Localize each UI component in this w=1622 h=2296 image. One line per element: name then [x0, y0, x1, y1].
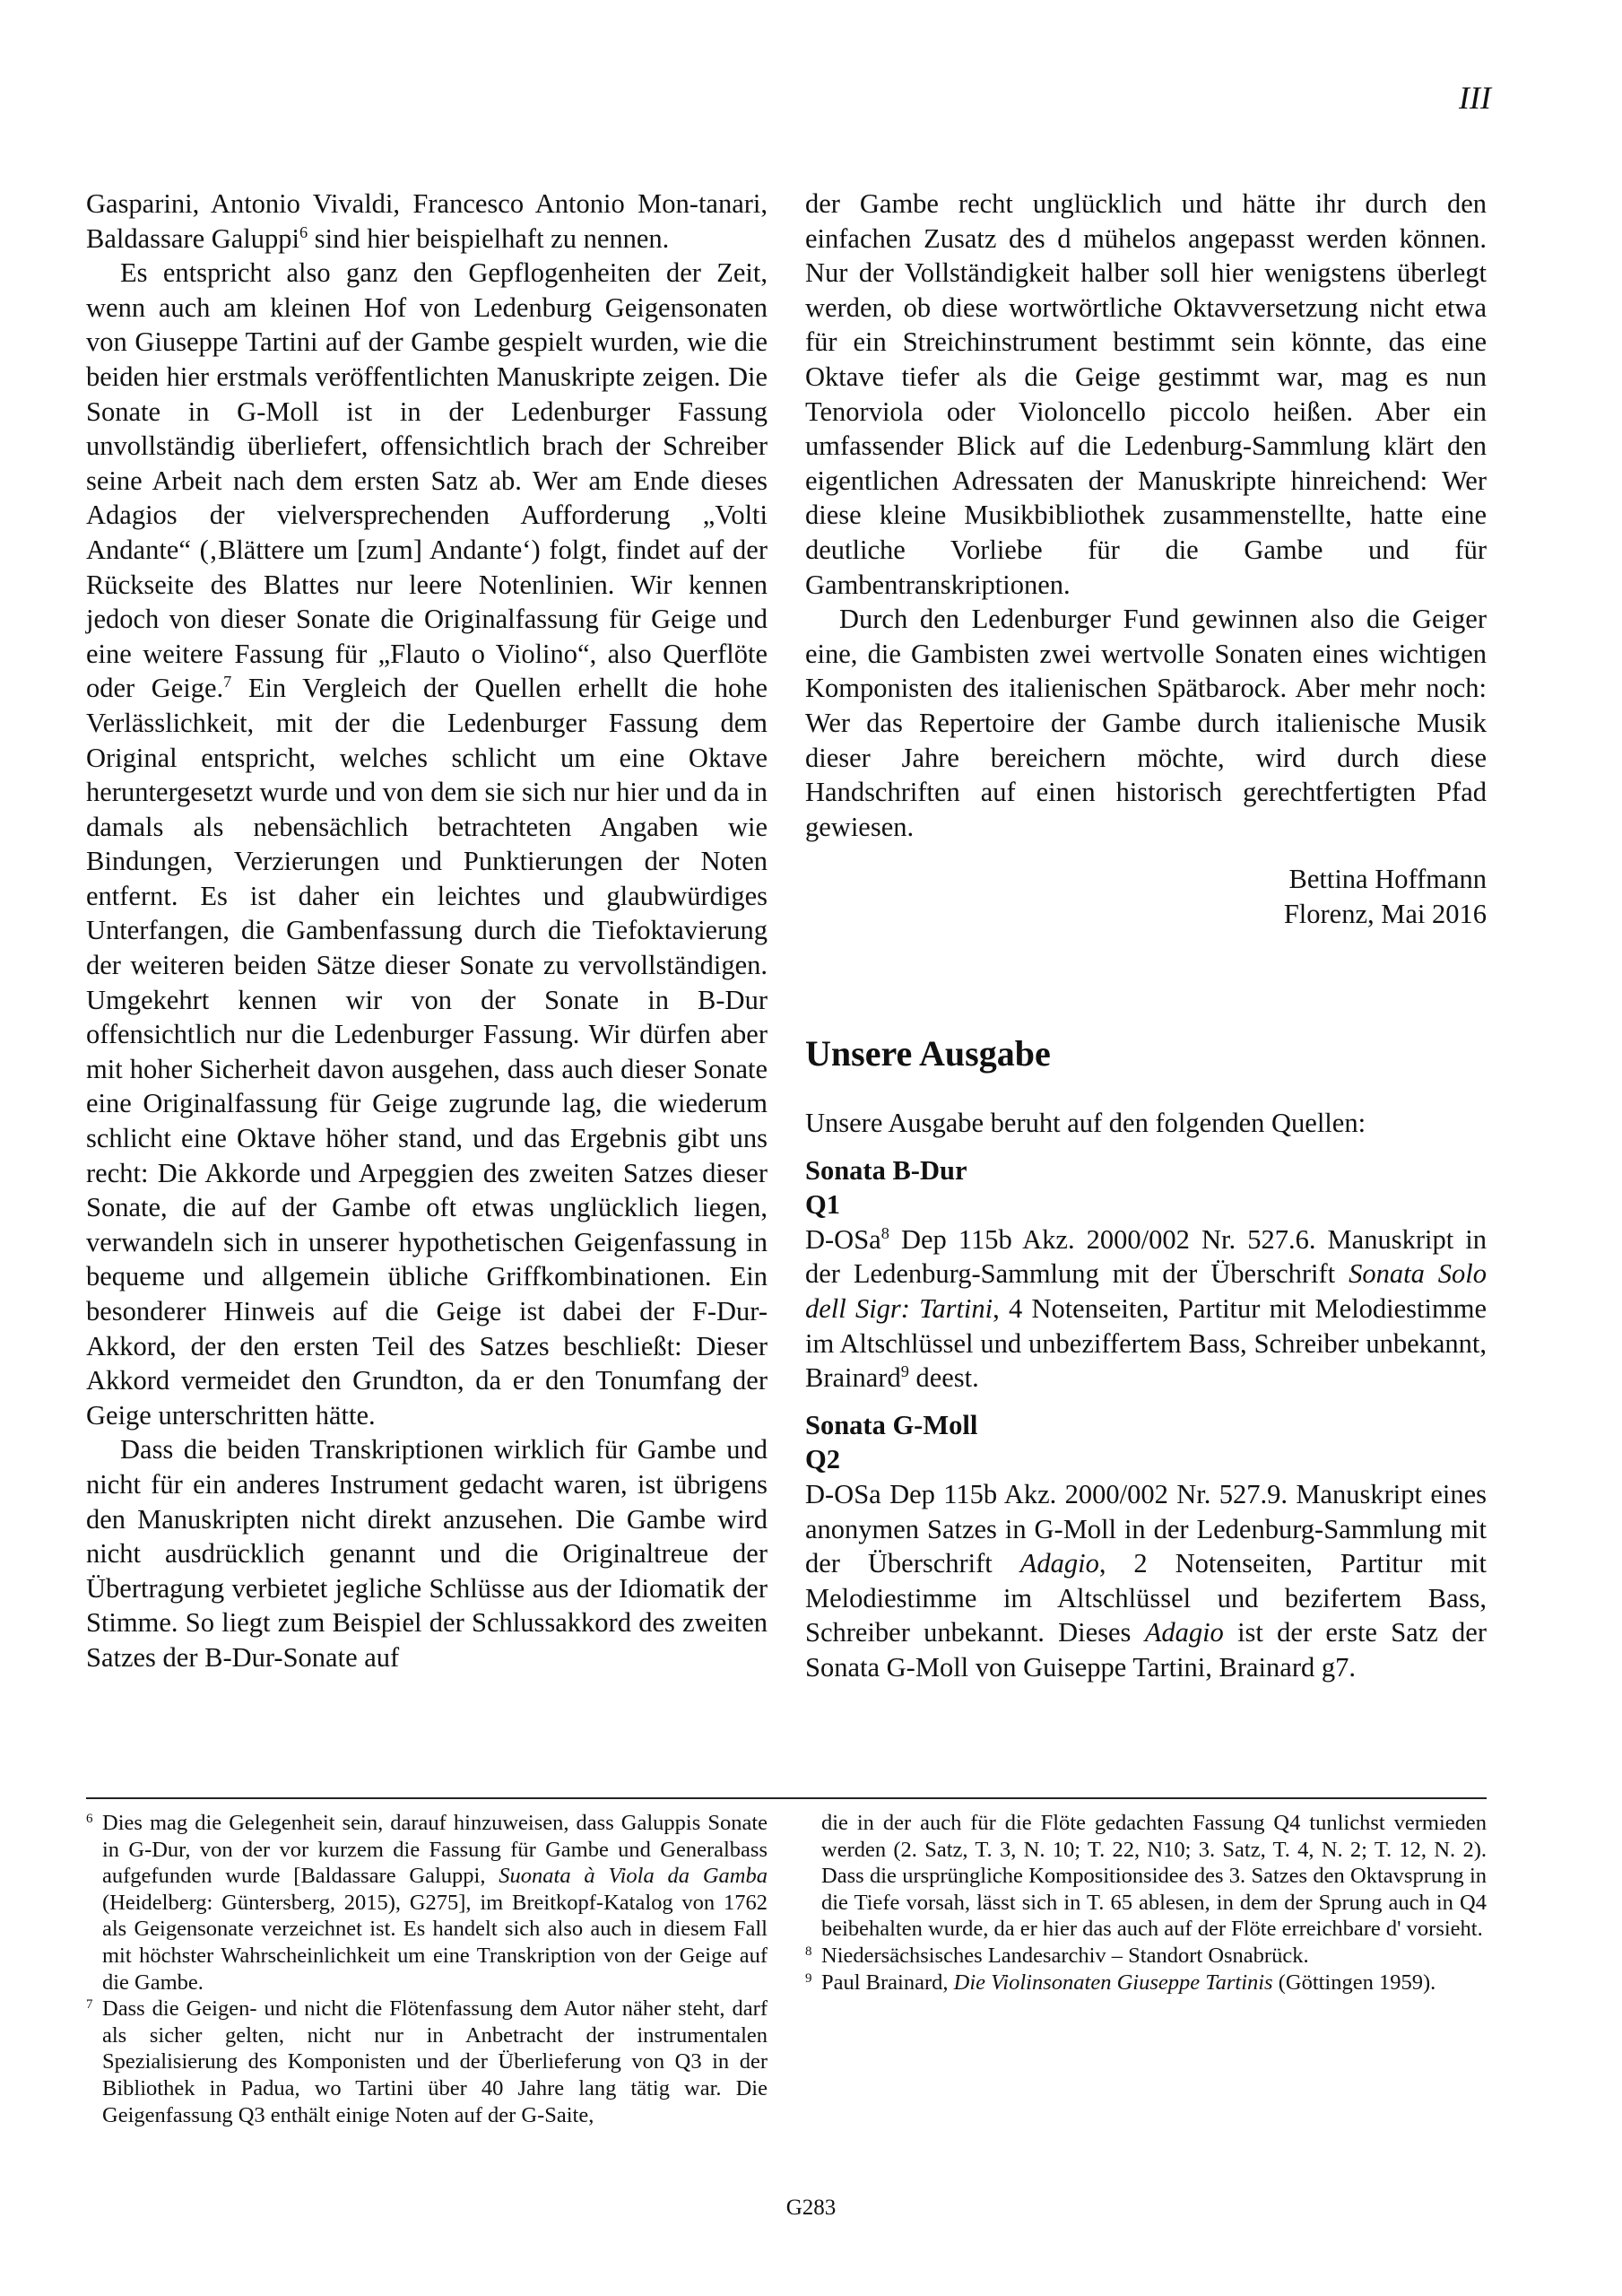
text: , 2 Notenseiten, Partitur mit Melodiestimme im Altschlüssel und bezifertem Bass, Schreiber unbekannt. Dieses: [805, 1548, 1487, 1648]
right-column: [805, 187, 1487, 1698]
page-number: G283: [785, 2196, 837, 2220]
left-column: [86, 187, 768, 1675]
footnote-8: [805, 1943, 1487, 1970]
source-entry-q2: [805, 1408, 1487, 1685]
text: Dep 115b Akz. 2000/002 Nr. 527.6. Manuskript in der Ledenburg-Sammlung mit der Überschrift: [805, 1223, 1487, 1290]
text: D-OSa: [805, 1223, 881, 1255]
footnotes-right: [805, 1810, 1487, 1996]
text: ist der erste Satz der Sonata G-Moll von Guiseppe Tartini, Brainard g7.: [805, 1617, 1487, 1683]
text: , 4 Notenseiten, Partitur mit Melodiestimme im Altschlüssel und unbeziffertem Bass, Schreiber unbekannt, Brainard: [805, 1293, 1487, 1394]
section-heading: Unsere Ausgabe: [805, 1033, 1051, 1074]
italic-title: Die Violinsonaten Giuseppe Tartinis: [953, 1970, 1273, 1995]
italic-title: Suonata à Viola da Gamba: [499, 1864, 768, 1889]
italic-title: Adagio: [1019, 1548, 1099, 1579]
running-head: III: [1459, 80, 1491, 116]
source-siglum: Q2: [805, 1444, 840, 1475]
paragraph: der Gambe recht unglücklich und hätte ihr durch den einfachen Zusatz des d mühelos angepasst werden können. Nur der Vollständigkeit halber soll hier wenigstens überlegt werden, ob diese wortwörtliche Oktavversetzung nicht etwa für ein Streichinstrument bestimmt sein könnte, das eine Oktave tiefer als die Geige gestimmt war, mag es nun Tenorviola oder Violoncello piccolo heißen. Aber ein umfassender Blick auf die Ledenburg-Sammlung klärt den eigentlichen Adressaten der Manuskripte hinreichend: Wer diese kleine Musikbibliothek zusammenstellte, hatte eine deutliche Vorliebe für die Gambe und für Gambentranskriptionen.: [805, 188, 1487, 600]
author-name: Bettina Hoffmann: [1288, 864, 1487, 895]
source-description: [805, 1477, 1487, 1685]
signature: [805, 862, 1487, 931]
text: (Heidelberg: Güntersberg, 2015), G275], im Breitkopf-Katalog von 1762 als Geigensonate verzeichnet ist. Es handelt sich also auch in diesem Fall mit höchster Wahrscheinlichkeit um eine Transkription von der Geige auf die Gambe.: [102, 1890, 768, 1995]
text: D-OSa Dep 115b Akz. 2000/002 Nr. 527.9. Manuskript eines anonymen Satzes in G-Moll in der Ledenburg-Sammlung mit der Überschrift: [805, 1479, 1487, 1579]
text: deest.: [908, 1362, 979, 1394]
text: sind hier beispielhaft zu nennen.: [308, 222, 670, 254]
footnote-divider: [86, 1797, 1487, 1799]
text: Gasparini, Antonio Vivaldi, Francesco Antonio Mon-tanari, Baldassare Galuppi: [86, 188, 768, 254]
section-lead: Unsere Ausgabe beruht auf den folgenden Quellen:: [805, 1108, 1366, 1139]
text: Paul Brainard,: [821, 1970, 954, 1995]
source-title: Sonata G-Moll: [805, 1409, 978, 1440]
paragraph: [86, 187, 768, 256]
footnote-ref[interactable]: 9: [900, 1362, 909, 1381]
italic-title: Sonata Solo dell Sigr: Tartini: [805, 1258, 1487, 1325]
text: Es entspricht also ganz den Gepflogenheiten der Zeit, wenn auch am kleinen Hof von Ledenburg Geigensonaten von Giuseppe Tartini auf der Gambe gespielt wurden, wie die beiden hier erstmals veröffentlichten Manuskripte zeigen. Die Sonate in G-Moll ist in der Ledenburger Fassung unvollständig überliefert, offensichtlich brach der Schreiber seine Arbeit nach dem ersten Satz ab. Wer am Ende dieses Adagios der vielversprechenden Aufforderung „Volti Andante“ (‚Blättere um [zum] Andante‘) folgt, findet auf der Rückseite des Blattes nur leere Notenlinien. Wir kennen jedoch von dieser Sonate die Originalfassung für Geige und eine weitere Fassung für „Flauto o Violino“, also Querflöte oder Geige.: [86, 257, 768, 704]
footnote-ref[interactable]: 8: [880, 1223, 889, 1242]
footnote-6: [86, 1810, 768, 1996]
text: Dass die Geigen- und nicht die Flötenfassung dem Autor näher steht, darf als sicher gelten, nicht nur in Anbetracht der instrumentalen Spezialisierung des Komponisten und der Überlieferung von Q3 in der Bibliothek in Padua, wo Tartini über 40 Jahre lang tätig war. Die Geigenfassung Q3 enthält einige Noten auf der G-Saite,: [102, 1996, 768, 2127]
footnote-7: [86, 1996, 768, 2128]
footnote-number: 7: [86, 1997, 93, 2013]
paragraph: Durch den Ledenburger Fund gewinnen also die Geiger eine, die Gambisten zwei wertvolle Sonaten eines wichtigen Komponisten des italienischen Spätbarock. Aber mehr noch: Wer das Repertoire der Gambe durch italienische Musik dieser Jahre bereichern möchte, wird durch diese Handschriften auf einen historisch gerechtfertigten Pfad gewiesen.: [805, 604, 1487, 842]
source-description: [805, 1222, 1487, 1396]
footnotes-left: [86, 1810, 768, 2128]
text: Dies mag die Gelegenheit sein, darauf hinzuweisen, dass Galuppis Sonate in G-Dur, von der vor kurzem die Fassung für Gambe und Generalbass aufgefunden wurde [Baldassare Galuppi,: [102, 1811, 768, 1889]
footnote-number: 9: [805, 1970, 812, 1986]
source-entry-q1: [805, 1153, 1487, 1396]
paragraph: [86, 256, 768, 1432]
italic-title: Adagio: [1144, 1617, 1224, 1648]
source-title: Sonata B-Dur: [805, 1154, 967, 1186]
footnote-number: 8: [805, 1944, 812, 1959]
footnote-7-continued: die in der auch für die Flöte gedachten Fassung Q4 tunlichst vermieden werden (2. Satz, T. 3, N. 10; T. 22, N10; 3. Satz, T. 4, N. 2; T. 12, N. 2). Dass die ursprüngliche Kompositionsidee des 3. Satzes den Oktavsprung in die Tiefe vorsah, lässt sich in T. 65 ablesen, in dem der Sprung auch in Q4 beibehalten wurde, da er hier das auch auf der Flöte erreichbare d' vorsieht.: [821, 1811, 1487, 1942]
place-date: Florenz, Mai 2016: [1283, 898, 1487, 929]
footnote-ref[interactable]: 6: [299, 222, 308, 241]
text: Ein Vergleich der Quellen erhellt die hohe Verlässlichkeit, mit der die Ledenburger Fassung dem Original entspricht, welches schlicht um eine Oktave heruntergesetzt wurde und von dem sie sich nur hier und da in damals als nebensächlich betrachteten Angaben wie Bindungen, Verzierungen und Punktierungen der Noten entfernt. Es ist daher ein leichtes und glaubwürdiges Unterfangen, die Gambenfassung durch die Tiefoktavierung der weiteren beiden Sätze dieser Sonate zu vervollständigen. Umgekehrt kennen wir von der Sonate in B-Dur offensichtlich nur die Ledenburger Fassung. Wir dürfen aber mit hoher Sicherheit davon ausgehen, dass auch dieser Sonate eine Originalfassung für Geige zugrunde lag, die wiederum schlicht eine Oktave höher stand, und das Ergebnis gibt uns recht: Die Akkorde und Arpeggien des zweiten Satzes dieser Sonate, die auf der Gambe oft etwas unglücklich liegen, verwandeln sich in unserer hypothetischen Geigenfassung in bequeme und allgemein übliche Griffkombinationen. Ein besonderer Hinweis auf die Geige ist dabei der F-Dur-Akkord, der den ersten Teil des Satzes beschließt: Dieser Akkord vermeidet den Grundton, da er den Tonumfang der Geige unterschritten hätte.: [86, 673, 768, 1431]
source-siglum: Q1: [805, 1189, 840, 1221]
footnote-ref[interactable]: 7: [223, 673, 232, 691]
footnote-9: [805, 1970, 1487, 1996]
paragraph: Dass die beiden Transkriptionen wirklich für Gambe und nicht für ein anderes Instrument gedacht waren, ist übrigens den Manuskripten nicht direkt anzusehen. Die Gambe wird nicht ausdrücklich genannt und die Originaltreue der Übertragung verbietet jegliche Schlüsse aus der Idiomatik der Stimme. So liegt zum Beispiel der Schlussakkord des zweiten Satzes der B-Dur-Sonate auf: [86, 1434, 768, 1673]
text: (Göttingen 1959).: [1272, 1970, 1436, 1995]
footnote-number: 6: [86, 1812, 93, 1826]
text: Niedersächsisches Landesarchiv – Standort Osnabrück.: [821, 1943, 1309, 1968]
